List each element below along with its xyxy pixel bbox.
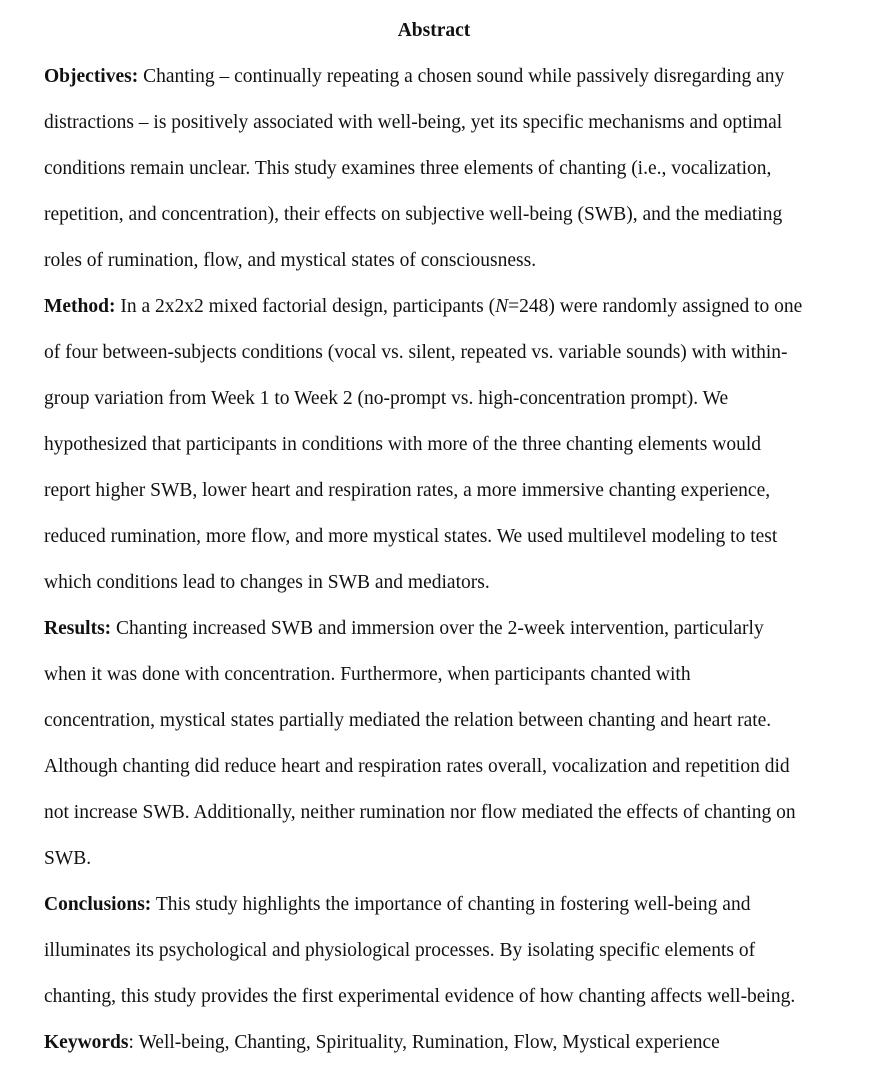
results-line-5: not increase SWB. Additionally, neither rumination nor flow mediated the effects of chanting on xyxy=(44,802,796,823)
keywords-text: Well-being, Chanting, Spirituality, Rumination, Flow, Mystical experience xyxy=(138,1032,720,1053)
conclusions-label: Conclusions: xyxy=(44,894,152,915)
method-text-pre: In a 2x2x2 mixed factorial design, participants ( xyxy=(120,296,496,317)
results-text: Chanting increased SWB and immersion over the 2-week intervention, particularly xyxy=(116,618,764,639)
results-line-6: SWB. xyxy=(44,848,92,869)
results-line-1 xyxy=(44,617,764,641)
objectives-line-1 xyxy=(44,65,784,89)
keywords-label: Keywords xyxy=(44,1032,129,1053)
method-line-2: of four between-subjects conditions (vocal vs. silent, repeated vs. variable sounds) with within- xyxy=(44,342,788,363)
keywords-line xyxy=(44,1031,720,1055)
objectives-text: Chanting – continually repeating a chosen sound while passively disregarding any xyxy=(143,66,785,87)
conclusions-line-3: chanting, this study provides the first experimental evidence of how chanting affects well-being. xyxy=(44,986,796,1007)
results-line-2: when it was done with concentration. Furthermore, when participants chanted with xyxy=(44,664,691,685)
keywords-separator: : xyxy=(128,1032,134,1053)
method-line-3: group variation from Week 1 to Week 2 (no-prompt vs. high-concentration prompt). We xyxy=(44,388,729,409)
conclusions-line-1 xyxy=(44,893,750,917)
method-text-post: =248) were randomly assigned to one xyxy=(508,296,803,317)
objectives-label: Objectives: xyxy=(44,66,139,87)
results-label: Results: xyxy=(44,618,112,639)
objectives-line-3: conditions remain unclear. This study examines three elements of chanting (i.e., vocalization, xyxy=(44,158,772,179)
method-line-7: which conditions lead to changes in SWB and mediators. xyxy=(44,572,490,593)
method-line-6: reduced rumination, more flow, and more mystical states. We used multilevel modeling to test xyxy=(44,526,778,547)
method-n-symbol: N xyxy=(495,296,509,317)
method-line-5: report higher SWB, lower heart and respiration rates, a more immersive chanting experience, xyxy=(44,480,771,501)
results-line-3: concentration, mystical states partially mediated the relation between chanting and heart rate. xyxy=(44,710,772,731)
method-line-4: hypothesized that participants in conditions with more of the three chanting elements would xyxy=(44,434,761,455)
abstract-heading: Abstract xyxy=(397,20,471,41)
objectives-line-2: distractions – is positively associated with well-being, yet its specific mechanisms and optimal xyxy=(44,112,783,133)
conclusions-text: This study highlights the importance of chanting in fostering well-being and xyxy=(155,894,751,915)
method-line-1 xyxy=(44,295,802,319)
results-line-4: Although chanting did reduce heart and respiration rates overall, vocalization and repetition did xyxy=(44,756,790,777)
method-label: Method: xyxy=(44,296,116,317)
objectives-line-5: roles of rumination, flow, and mystical states of consciousness. xyxy=(44,250,537,271)
objectives-line-4: repetition, and concentration), their effects on subjective well-being (SWB), and the mediating xyxy=(44,204,783,225)
conclusions-line-2: illuminates its psychological and physiological processes. By isolating specific elements of xyxy=(44,940,756,961)
